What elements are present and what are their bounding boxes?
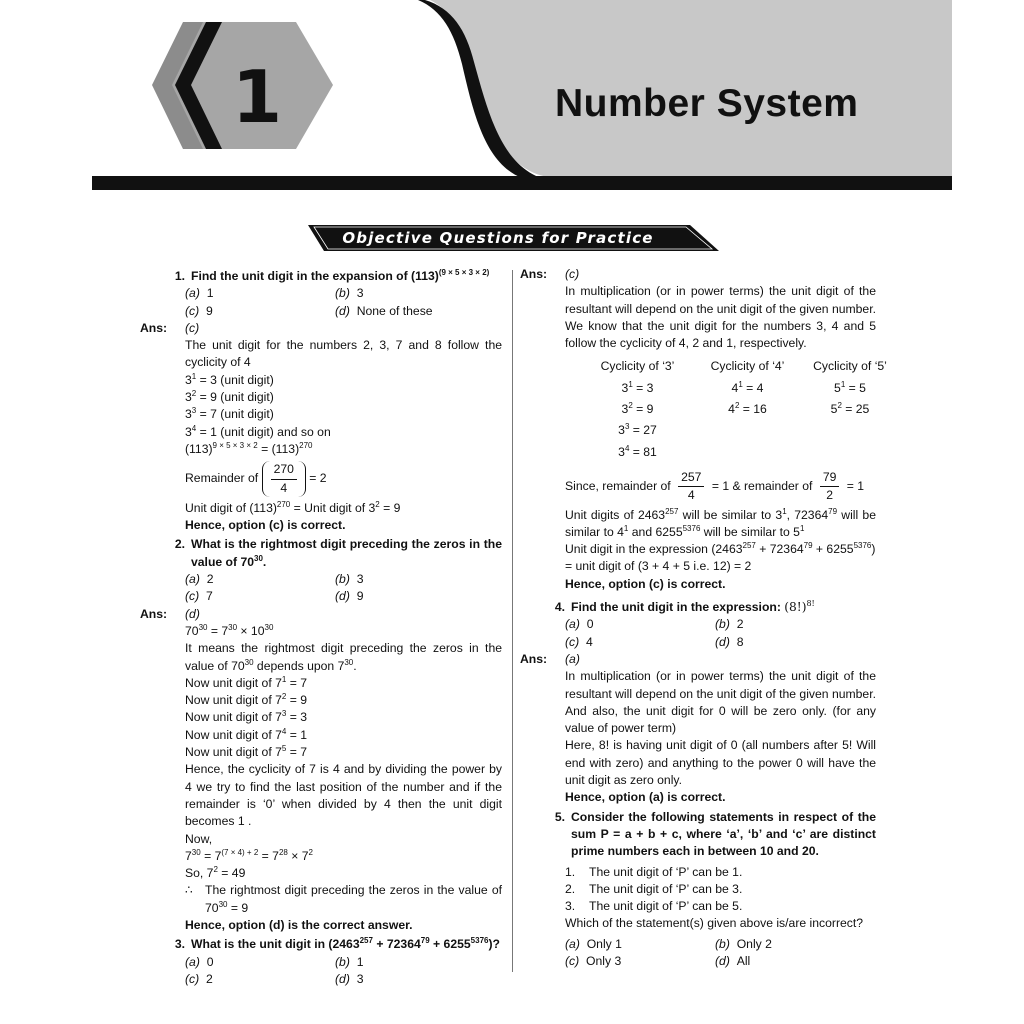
option-c: (c) Only 3 [565, 953, 622, 968]
conclusion: Hence, option (c) is correct. [565, 576, 726, 591]
option-a: (a) 0 [185, 954, 214, 969]
power-line: $3^4 = 1$ (unit digit) and so on [185, 423, 331, 439]
question-3-options [185, 954, 502, 989]
cyclicity-table: Cyclicity of ‘3’ Cyclicity of ‘4’ Cyclicity of ‘5’ $3^1 = 3$ $4^1 = 4$ $5^1 = 5$ $3^2 = 9$ $4^2 = 16$ $5^2 = 25$ $3^3 = 27$ $3^4 = 81$ [600, 359, 887, 459]
option-d: (d) 3 [335, 971, 364, 986]
therefore-line: ∴ The rightmost digit preceding the zeros in the value of $70^{30} = 9$ [185, 883, 502, 915]
equation-line: $7^{30} = 7^{(7 \times 4) + 2} = 7^{28} \times 7^2$ [185, 847, 313, 863]
option-c: (c) 9 [185, 303, 213, 318]
explanation-text: It means the rightmost digit preceding the zeros in the value of $70^{30}$ depends upon $7^{30}$. [185, 641, 502, 673]
explanation-text: We know that the unit digit for the numbers 3, 4 and 5 follow the cyclicity of 4, 2 and 1, respectively. [565, 318, 876, 351]
equation-line: $70^{30} = 7^{30} \times 10^{30}$ [185, 622, 274, 638]
option-d: (d) 9 [335, 589, 364, 604]
unit-line: Now unit digit of $7^5 = 7$ [185, 743, 308, 760]
question-number: 1. [174, 269, 185, 283]
question-5: 5. Consider the following statements in respect of the sum P = a + b + c, where ‘a’, ‘b’ and ‘c’ are distinct prime numbers each in between 10 and 20. [554, 809, 876, 859]
power-line: $3^3 = 7$ (unit digit) [185, 406, 274, 422]
conclusion: Hence, option (c) is correct. [185, 518, 346, 533]
chapter-title: Number System [555, 82, 859, 125]
option-a: (a) 2 [185, 572, 214, 587]
unit-line: Now unit digit of $7^1 = 7$ [185, 674, 308, 690]
right-column [520, 266, 887, 970]
remainder-line: Remainder of $\frac{270}{4}$ = 2 [185, 461, 502, 497]
question-1 [140, 268, 502, 285]
question-4-options [565, 616, 876, 651]
option-b: (b) 3 [335, 572, 364, 587]
statement-item: 1. The unit digit of ‘P’ can be 1. [565, 864, 743, 879]
statement-item: 3. The unit digit of ‘P’ can be 5. [565, 899, 743, 914]
power-line: $3^2 = 9$ (unit digit) [185, 389, 274, 405]
explanation-text: Here, 8! is having unit digit of 0 (all numbers after 5! Will end with zero) and anything to the power 0 will have the unit digit as zero only. [565, 738, 876, 788]
option-b: (b) Only 2 [715, 936, 772, 951]
question-2-options [185, 571, 502, 606]
option-c: (c) 7 [185, 589, 213, 604]
option-b: (b) 3 [335, 286, 364, 301]
statement-list [565, 864, 876, 916]
column-divider [512, 270, 513, 972]
chapter-number: 1 [231, 55, 283, 139]
option-c: (c) 4 [565, 634, 593, 649]
question-1-options [185, 285, 502, 320]
unit-line: Now unit digit of $7^4 = 1$ [185, 726, 308, 742]
explanation-text: Hence, the cyclicity of 7 is 4 and by dividing the power by 4 we try to find the last position of the number and if the remainder is ‘0’ when divided by 4 then the unit digit becomes 1 . [185, 762, 502, 829]
option-a: (a) 0 [565, 617, 594, 632]
unit-line: Now unit digit of $7^2 = 9$ [185, 692, 308, 708]
option-d: (d) All [715, 953, 751, 968]
option-c: (c) 2 [185, 971, 213, 986]
since-line: Since, remainder of $\frac{257}{4}$ = 1 & remainder of $\frac{79}{2}$ = 1 [565, 469, 865, 503]
explanation-text: Unit digit in the expression $(2463^{257} + 72364^{79} + 6255^{5376})$ [565, 541, 876, 557]
unit-line: Now unit digit of $7^3 = 3$ [185, 709, 308, 725]
so-line: So, $7^2 = 49$ [185, 865, 246, 881]
option-a: (a) 1 [185, 286, 214, 301]
left-column [140, 266, 502, 988]
option-a: (a) Only 1 [565, 936, 622, 951]
answer-2: Ans: (d) [140, 606, 200, 621]
conclusion: Hence, option (d) is the correct answer. [185, 917, 413, 932]
explanation-text: In multiplication (or in power terms) the unit digit of the resultant will depend on the unit digit of the given number. [565, 669, 876, 701]
explanation-text: And also, the unit digit for 0 will be zero only. (for any value of power term) [565, 703, 876, 736]
question-3: 3. What is the unit digit in $(2463^{257} + 72364^{79} + 6255^{5376})$? [174, 936, 500, 952]
option-d: (d) None of these [335, 303, 433, 318]
explanation-text: Unit digits of 2463$^{257}$ will be similar to $3^1$, 72364$^{79}$ will be similar to $4^1$ and $6255^{5376}$ will be similar to $5^1$ [565, 506, 876, 539]
section-banner-title: Objective Questions for Practice [342, 229, 654, 247]
option-d: (d) 8 [715, 634, 744, 649]
unit-digit-line: Unit digit of $(113)^{270}$ = Unit digit of $3^2 = 9$ [185, 499, 401, 515]
equation-line: $(113)^{9 \times 5 \times 3 \times 2} = (113)^{270}$ [185, 440, 313, 456]
question-4: 4. Find the unit digit in the expression: $(8!)^{8!}$ [554, 598, 815, 615]
option-b: (b) 2 [715, 617, 744, 632]
now-label: Now, [185, 831, 213, 846]
option-b: (b) 1 [335, 954, 364, 969]
explanation-text: The unit digit for the numbers 2, 3, 7 and 8 follow the cyclicity of 4 [185, 338, 502, 370]
power-line: $3^1 = 3$ (unit digit) [185, 371, 274, 387]
chapter-header-graphic [0, 0, 1024, 200]
statement-item: 2. The unit digit of ‘P’ can be 3. [565, 881, 743, 896]
answer-4: Ans: (a) [520, 651, 580, 666]
conclusion: Hence, option (a) is correct. [565, 790, 726, 805]
answer-1: Ans: (c) [140, 320, 200, 335]
question-2: 2. What is the rightmost digit preceding the zeros in the value of $70^{30}$. [174, 537, 502, 569]
question-text: Find the unit digit in the expansion of $(113)^{(9 \times 5 \times 3 \times 2)}$ [191, 267, 490, 283]
question-5-options [565, 936, 876, 971]
explanation-text: = unit digit of (3 + 4 + 5 i.e. 12) = 2 [565, 559, 752, 574]
explanation-text: In multiplication (or in power terms) the unit digit of the resultant will depend on the unit digit of the given number. [565, 284, 876, 316]
question-prompt: Which of the statement(s) given above is/are incorrect? [565, 916, 864, 931]
answer-3: Ans: (c) [520, 267, 580, 281]
